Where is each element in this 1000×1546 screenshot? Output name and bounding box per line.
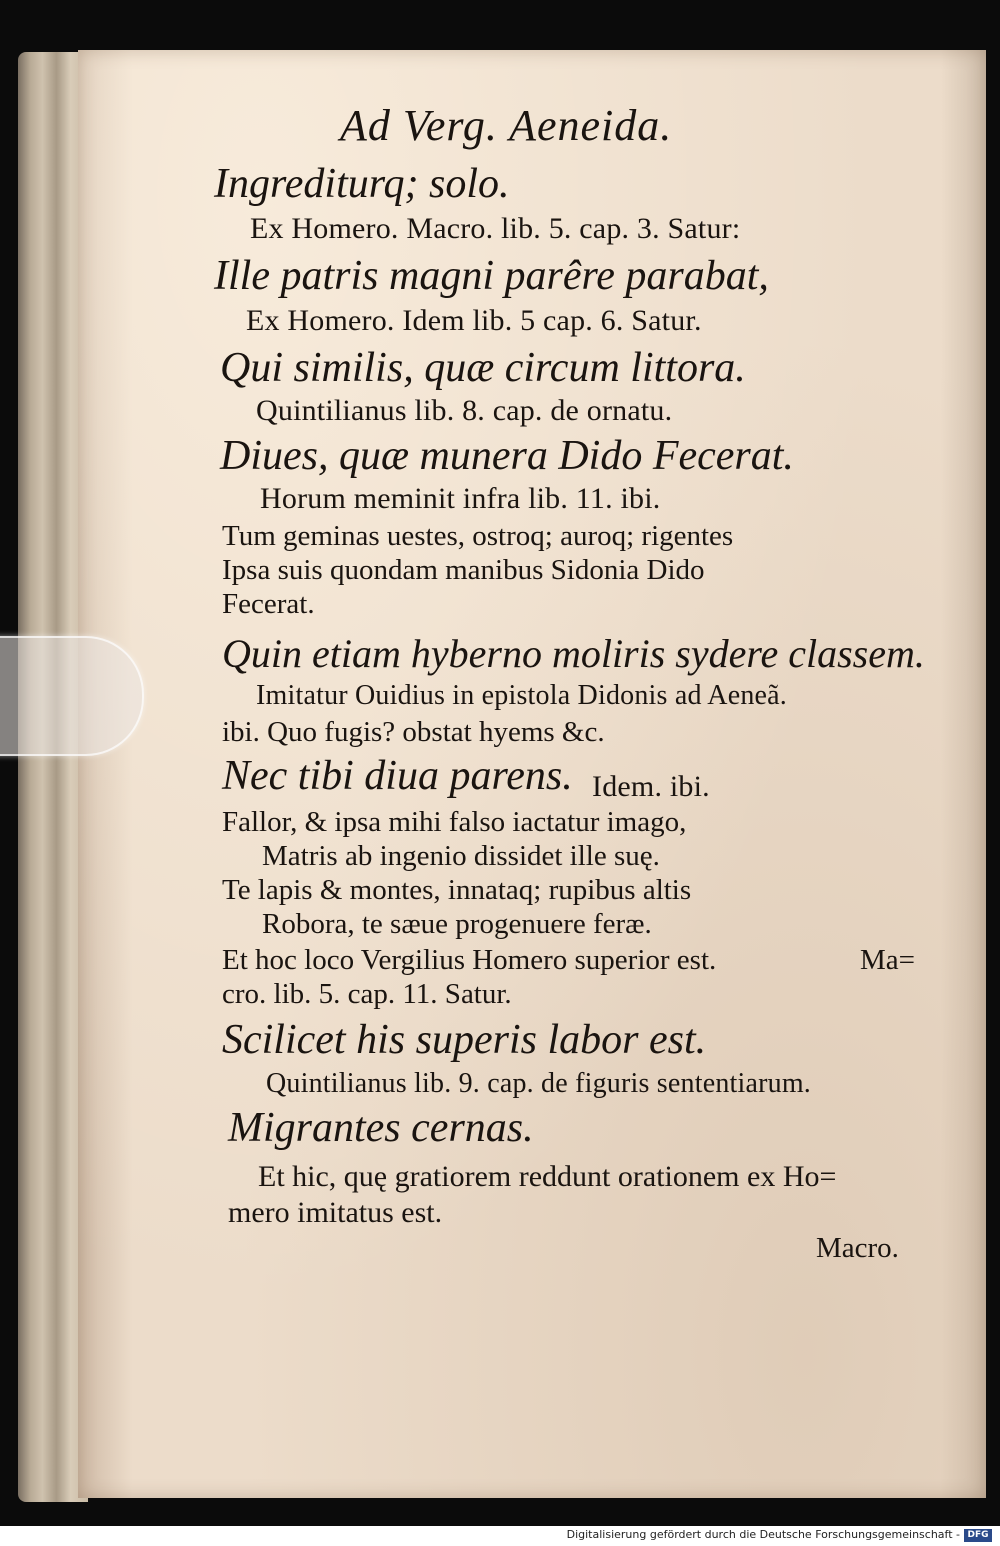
quote-line: Matris ab ingenio dissidet ille suę.	[262, 840, 660, 872]
note-line: Quintilianus lib. 9. cap. de figuris sententiarum.	[266, 1068, 812, 1099]
lemma-line: Nec tibi diua parens.	[222, 753, 573, 799]
lemma-line: Qui similis, quæ circum littora.	[220, 345, 746, 391]
footer-bar	[0, 1526, 1000, 1546]
quote-line: mero imitatus est.	[228, 1196, 443, 1229]
plastic-clip	[0, 636, 144, 756]
lemma-line: Quin etiam hyberno moliris sydere classem.	[222, 631, 925, 676]
note-line: Idem. ibi.	[592, 770, 710, 803]
quote-line: Te lapis & montes, innataq; rupibus altis	[222, 874, 692, 906]
note-line: Horum meminit infra lib. 11. ibi.	[260, 482, 661, 515]
quote-line: Et hoc loco Vergilius Homero superior est.	[222, 944, 717, 976]
note-line: Ex Homero. Idem lib. 5 cap. 6. Satur.	[246, 304, 702, 337]
footer-credit: Digitalisierung gefördert durch die Deutsche Forschungsgemeinschaft -	[566, 1528, 960, 1541]
dfg-logo-icon: DFG	[964, 1529, 992, 1542]
note-line: Quintilianus lib. 8. cap. de ornatu.	[256, 394, 673, 427]
running-head: Ad Verg. Aeneida.	[340, 101, 673, 150]
quote-line: Et hic, quę gratiorem reddunt orationem ex Ho=	[258, 1160, 837, 1193]
lemma-line: Migrantes cernas.	[228, 1105, 534, 1151]
lemma-line: Scilicet his superis labor est.	[222, 1017, 707, 1063]
quote-line: Tum geminas uestes, ostroq; auroq; rigentes	[222, 520, 734, 552]
quote-line: Fecerat.	[222, 588, 315, 620]
lemma-line: Diues, quæ munera Dido Fecerat.	[220, 433, 794, 479]
quote-line: ibi. Quo fugis? obstat hyems &c.	[222, 716, 605, 748]
lemma-line: Ingrediturq; solo.	[214, 161, 510, 207]
catchword: Macro.	[816, 1232, 899, 1264]
note-line: Imitatur Ouidius in epistola Didonis ad Aeneã.	[256, 680, 788, 711]
quote-line: cro. lib. 5. cap. 11. Satur.	[222, 978, 512, 1010]
quote-line: Robora, te sæue progenuere feræ.	[262, 908, 652, 940]
quote-line: Ipsa suis quondam manibus Sidonia Dido	[222, 554, 705, 586]
note-line: Ex Homero. Macro. lib. 5. cap. 3. Satur:	[250, 212, 741, 245]
lemma-line: Ille patris magni parêre parabat,	[214, 253, 769, 299]
quote-line: Fallor, & ipsa mihi falso iactatur imago,	[222, 806, 687, 838]
quote-line: Ma=	[860, 944, 916, 976]
